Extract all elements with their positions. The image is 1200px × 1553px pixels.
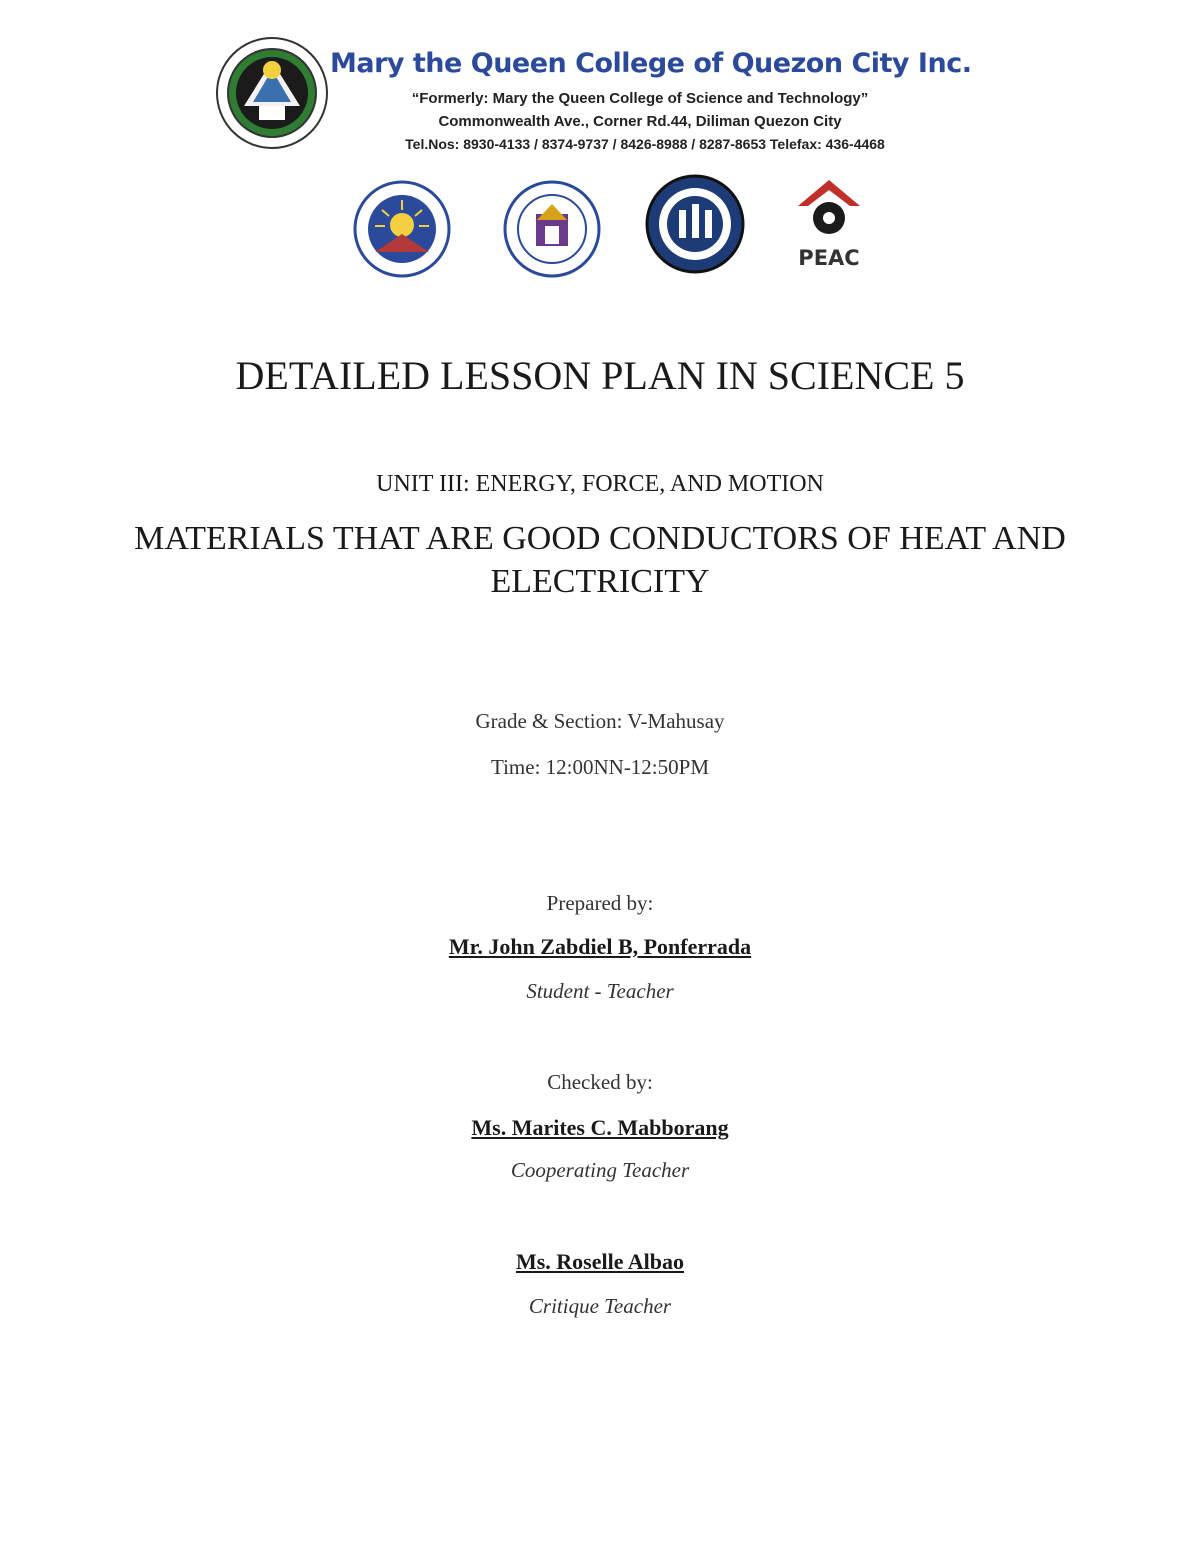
checked-by-label: Checked by: xyxy=(547,1070,653,1094)
school-name: Mary the Queen College of Quezon City Inc. xyxy=(330,48,972,79)
critique-name: Ms. Roselle Albao xyxy=(515,1249,685,1274)
prepared-by-label: Prepared by: xyxy=(546,891,654,915)
address-line: Commonwealth Ave., Corner Rd.44, Diliman Quezon City xyxy=(438,113,842,130)
peac-label: PEAC xyxy=(798,246,860,270)
ched-seal-icon xyxy=(353,180,451,278)
lesson-time: Time: 12:00NN-12:50PM xyxy=(490,755,709,779)
unit-heading: UNIT III: ENERGY, FORCE, AND MOTION xyxy=(376,471,824,497)
critique-role: Critique Teacher xyxy=(528,1294,672,1318)
checker-role: Cooperating Teacher xyxy=(510,1158,690,1182)
school-seal-icon xyxy=(215,36,330,151)
tesda-seal-icon xyxy=(645,174,745,274)
formerly-line: “Formerly: Mary the Queen College of Science and Technology” xyxy=(411,90,869,107)
letterhead xyxy=(210,28,970,278)
document-title: DETAILED LESSON PLAN IN SCIENCE 5 xyxy=(235,353,965,398)
topic-line-2: ELECTRICITY xyxy=(490,563,710,600)
telephone-line: Tel.Nos: 8930-4133 / 8374-9737 / 8426-8988 / 8287-8653 Telefax: 436-4468 xyxy=(405,136,885,152)
lesson-topic xyxy=(0,517,1200,603)
grade-section: Grade & Section: V-Mahusay xyxy=(475,709,725,733)
preparer-role: Student - Teacher xyxy=(526,979,674,1003)
topic-line-1: MATERIALS THAT ARE GOOD CONDUCTORS OF HEAT AND xyxy=(134,520,1066,557)
deped-seal-icon xyxy=(503,180,601,278)
preparer-name: Mr. John Zabdiel B, Ponferrada xyxy=(448,934,752,959)
checker-name: Ms. Marites C. Mabborang xyxy=(471,1115,729,1140)
peac-logo-icon xyxy=(790,176,868,246)
